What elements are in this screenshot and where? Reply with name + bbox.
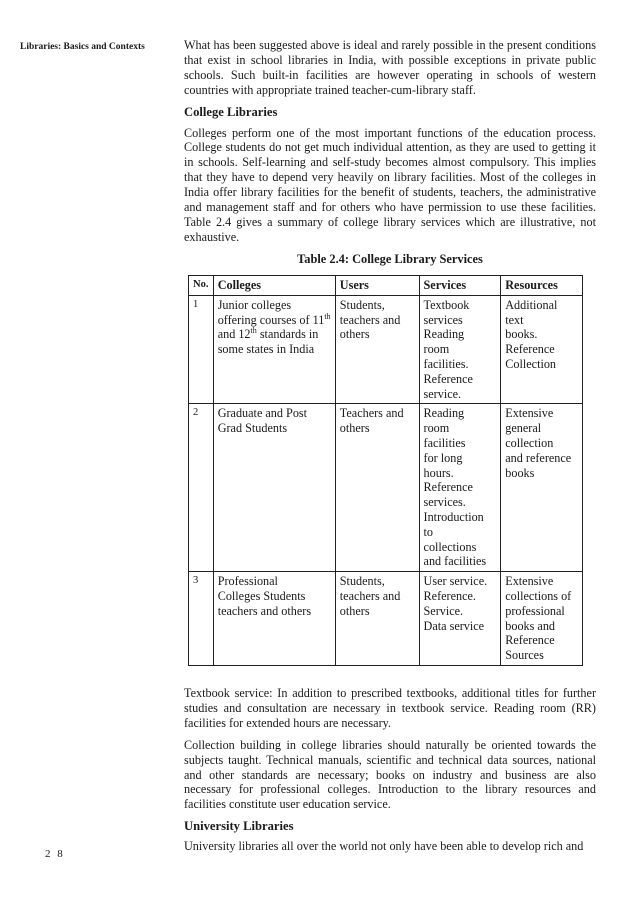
header-colleges: Colleges bbox=[213, 276, 335, 296]
lower-content bbox=[184, 686, 596, 861]
university-libraries-paragraph: University libraries all over the world not only have been able to develop rich and bbox=[184, 839, 584, 854]
collection-building-paragraph: Collection building in college libraries should naturally be oriented towards the subjects taught. Technical manuals, scientific and technical data sources, national and other standards are necessary; books on industry and business are also necessary for professional colleges. Introduction to the library resources and facilities constitute user education service. bbox=[184, 737, 596, 812]
college-libraries-paragraph: Colleges perform one of the most important functions of the education process. College students do not get much individual attention, as they are used to getting it in schools. Self-learning and self-study becomes almost compulsory. This implies that they have to depend very heavily on library facilities. Most of the colleges in India offer library facilities for the benefit of students, teachers, the administrative and management staff and for others who have permission to use these facilities. Table 2.4 gives a summary of college library services which are illustrative, not exhaustive. bbox=[184, 125, 596, 244]
table-row bbox=[189, 404, 583, 572]
colleges-text: Junior colleges offering courses of 11 bbox=[217, 297, 325, 327]
header-no: No. bbox=[189, 276, 214, 296]
colleges-cell: Graduate and Post Grad Students bbox=[213, 404, 335, 572]
header-services: Services bbox=[419, 276, 501, 296]
university-libraries-heading: University Libraries bbox=[184, 819, 294, 834]
textbook-service-paragraph: Textbook service: In addition to prescribed textbooks, additional titles for further studies and consultation are necessary in textbook service. Reading room (RR) facilities for extended hours are necessary. bbox=[184, 686, 596, 730]
upper-content bbox=[184, 38, 596, 273]
row-number: 1 bbox=[189, 295, 214, 404]
resources-cell: Extensive general collection and reference books bbox=[501, 404, 583, 572]
table-caption: Table 2.4: College Library Services bbox=[297, 251, 483, 266]
users-cell: Students, teachers and others bbox=[335, 295, 419, 404]
colleges-text: and 12 bbox=[217, 327, 251, 342]
row-number: 3 bbox=[189, 572, 214, 666]
users-cell: Students, teachers and others bbox=[335, 572, 419, 666]
services-cell: User service. Reference. Service. Data service bbox=[419, 572, 501, 666]
header-resources: Resources bbox=[501, 276, 583, 296]
superscript: th bbox=[250, 326, 257, 336]
running-head: Libraries: Basics and Contexts bbox=[20, 42, 145, 52]
table-header-row bbox=[189, 276, 583, 296]
resources-cell: Extensive collections of professional books and Reference Sources bbox=[501, 572, 583, 666]
colleges-cell bbox=[213, 295, 335, 404]
row-number: 2 bbox=[189, 404, 214, 572]
services-cell: Reading room facilities for long hours. Reference services. Introduction to collections and facilities bbox=[419, 404, 501, 572]
superscript: th bbox=[324, 311, 331, 321]
header-users: Users bbox=[335, 276, 419, 296]
users-cell: Teachers and others bbox=[335, 404, 419, 572]
college-library-services-table bbox=[188, 275, 583, 666]
table-row bbox=[189, 572, 583, 666]
college-libraries-heading: College Libraries bbox=[184, 104, 278, 119]
colleges-text: standards in some states in India bbox=[217, 327, 319, 357]
intro-paragraph: What has been suggested above is ideal and rarely possible in the present conditions that exist in school libraries in India, with possible exceptions in private public schools. Such built-in facilities are however operating in schools of western countries with appropriate trained teacher-cum-library staff. bbox=[184, 38, 596, 97]
page-number: 2 8 bbox=[45, 848, 65, 860]
table-row bbox=[189, 295, 583, 404]
services-cell: Textbook services Reading room facilities. Reference service. bbox=[419, 295, 501, 404]
colleges-cell: Professional Colleges Students teachers and others bbox=[213, 572, 335, 666]
resources-cell: Additional text books. Reference Collection bbox=[501, 295, 583, 404]
